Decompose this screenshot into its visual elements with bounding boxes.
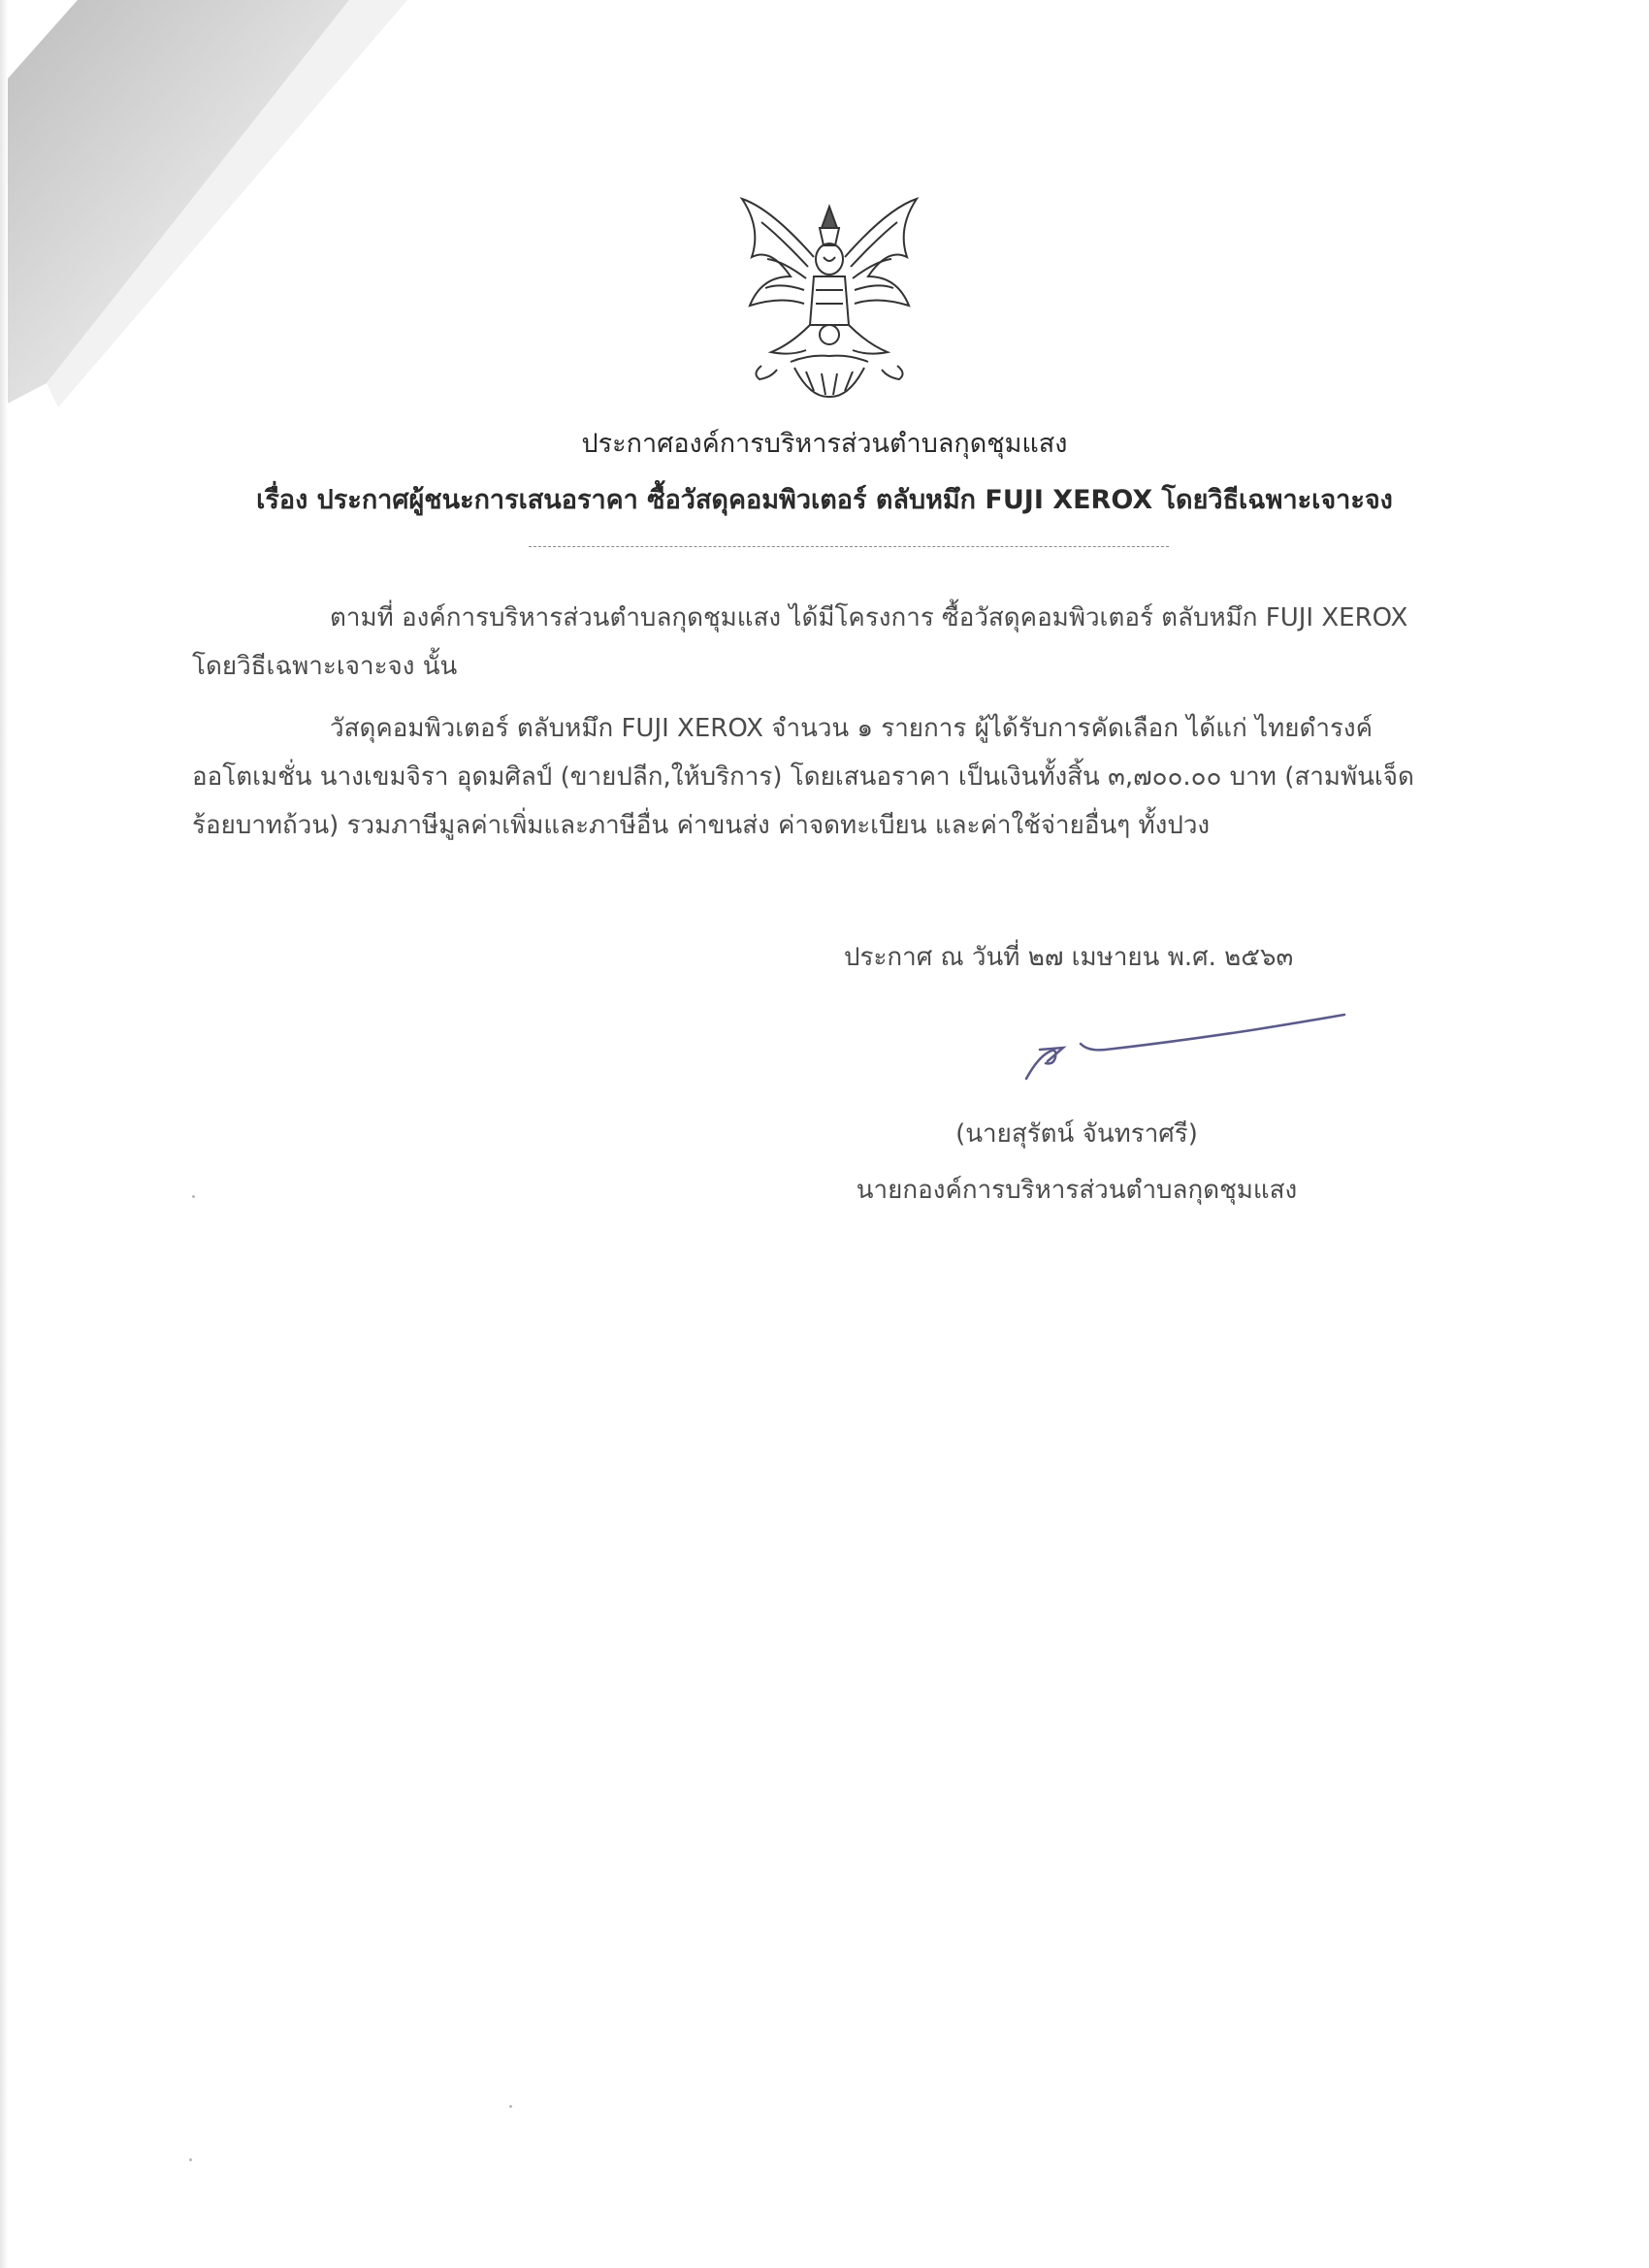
- signer-position: นายกองค์การบริหารส่วนตำบลกุดชุมแสง: [856, 1176, 1298, 1205]
- signature-icon: [1018, 1009, 1358, 1086]
- scan-speck: [189, 2158, 192, 2161]
- announcement-subject: เรื่อง ประกาศผู้ชนะการเสนอราคา ซื้อวัสดุคอมพิวเตอร์ ตลับหมึก FUJI XEROX โดยวิธีเฉพาะเจาะจง: [256, 485, 1393, 515]
- dashed-separator: [529, 546, 1169, 547]
- paragraph-winner: [192, 704, 1492, 850]
- paragraph-project: [192, 594, 1492, 691]
- paragraph-winner-line-1: วัสดุคอมพิวเตอร์ ตลับหมึก FUJI XEROX จำนวน ๑ รายการ ผู้ได้รับการคัดเลือก ได้แก่ ไทยดำรงค์: [330, 714, 1374, 743]
- paragraph-project-line-1: ตามที่ องค์การบริหารส่วนตำบลกุดชุมแสง ได้มีโครงการ ซื้อวัสดุคอมพิวเตอร์ ตลับหมึก FUJI XEROX: [330, 603, 1408, 632]
- signer-name: (นายสุรัตน์ จันทราศรี): [955, 1119, 1198, 1149]
- scan-left-edge: [0, 0, 8, 2268]
- announce-date: ประกาศ ณ วันที่ ๒๗ เมษายน พ.ศ. ๒๕๖๓: [844, 943, 1294, 972]
- paragraph-winner-line-3: ร้อยบาทถ้วน) รวมภาษีมูลค่าเพิ่มและภาษีอื่น ค่าขนส่ง ค่าจดทะเบียน และค่าใช้จ่ายอื่นๆ ทั้งปวง: [192, 811, 1211, 840]
- scan-speck: [192, 1195, 195, 1198]
- paragraph-project-line-2: โดยวิธีเฉพาะเจาะจง นั้น: [192, 652, 458, 681]
- paragraph-winner-line-2: ออโตเมชั่น นางเขมจิรา อุดมศิลป์ (ขายปลีก,ให้บริการ) โดยเสนอราคา เป็นเงินทั้งสิ้น ๓,๗๐๐.๐๐ บาท (สามพันเจ็ด: [192, 762, 1414, 792]
- announcement-title: ประกาศองค์การบริหารส่วนตำบลกุดชุมแสง: [581, 429, 1068, 459]
- garuda-emblem-icon: [732, 189, 926, 403]
- scan-speck: [509, 2105, 512, 2108]
- folded-corner-shadow: [0, 0, 407, 543]
